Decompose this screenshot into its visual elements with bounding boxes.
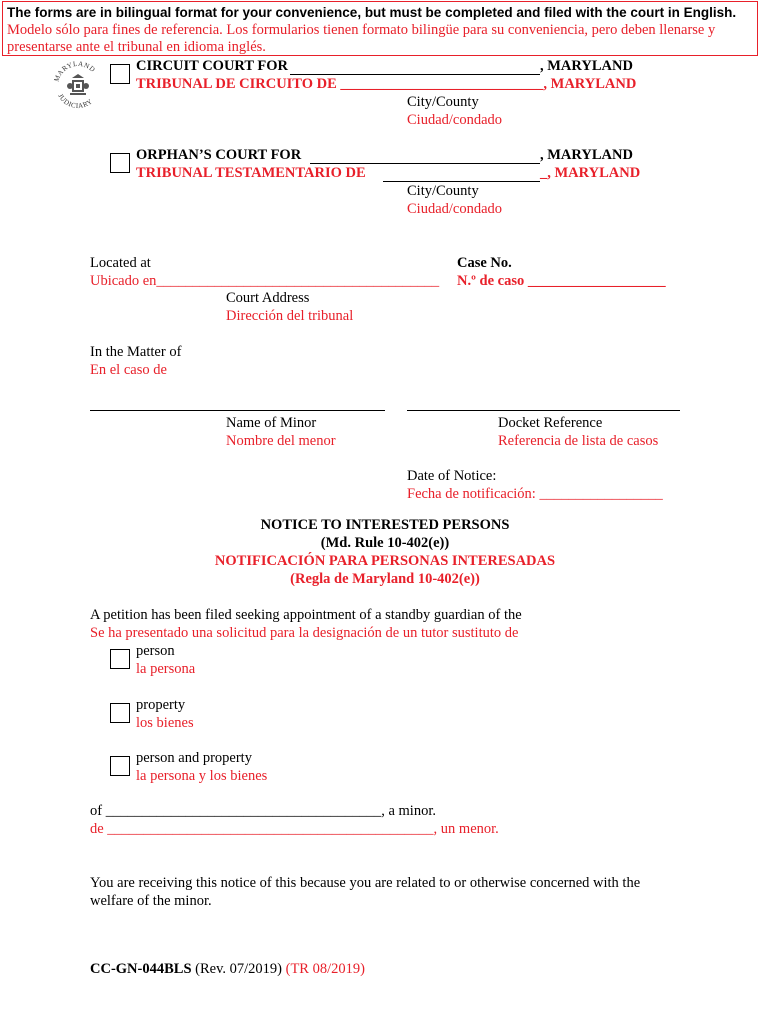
minor-name-label: Name of Minor — [226, 415, 317, 431]
maryland-judiciary-seal-icon — [50, 56, 106, 112]
case-number-field[interactable]: N.º de caso ___________________ — [457, 273, 666, 289]
orphans-city-county-label: City/County — [407, 183, 479, 199]
located-at-label: Located at — [90, 255, 151, 271]
orphans-court-checkbox[interactable] — [110, 153, 130, 173]
case-number-label: Case No. — [457, 255, 512, 271]
orphans-court-label: ORPHAN’S COURT FOR — [136, 147, 302, 163]
notice-title-es: NOTIFICACIÓN PARA PERSONAS INTERESADAS — [214, 553, 556, 569]
option-person-label: person — [136, 643, 175, 659]
date-of-notice-label: Date of Notice: — [407, 468, 497, 484]
banner-english-text: The forms are in bilingual format for your convenience, but must be completed and filed with the court in English. — [7, 5, 737, 20]
minor-of-field-es: de _____________________________________________, un menor. — [90, 821, 499, 837]
option-property-label-es: los bienes — [136, 715, 194, 731]
orphans-city-county-label-es: Ciudad/condado — [407, 201, 503, 217]
form-code: CC-GN-044BLS — [90, 961, 192, 977]
circuit-court-label-es: TRIBUNAL DE CIRCUITO DE ____________________________, MARYLAND — [136, 76, 637, 92]
circuit-court-checkbox[interactable] — [110, 64, 130, 84]
option-property-checkbox[interactable] — [110, 703, 130, 723]
court-address-label: Court Address — [226, 290, 310, 306]
orphans-court-state: , MARYLAND — [540, 147, 633, 163]
petition-text-es: Se ha presentado una solicitud para la designación de un tutor sustituto de — [90, 625, 519, 641]
circuit-court-state: , MARYLAND — [540, 58, 633, 74]
banner-spanish-text-line2: presentarse ante el tribunal en idioma inglés. — [7, 39, 266, 55]
option-person-and-property-label: person and property — [136, 750, 252, 766]
circuit-city-county-label: City/County — [407, 94, 479, 110]
option-person-and-property-label-es: la persona y los bienes — [136, 768, 268, 784]
form-translation-revision: (TR 08/2019) — [285, 961, 365, 977]
banner-spanish-text-line1: Modelo sólo para fines de referencia. Los formularios tienen formato bilingüe para su conveniencia, pero deben llenarse y — [7, 22, 716, 38]
seal-top-text: MARYLAND — [52, 59, 97, 83]
notice-title: NOTICE TO INTERESTED PERSONS — [260, 517, 510, 533]
petition-text: A petition has been filed seeking appointment of a standby guardian of the — [90, 607, 522, 623]
receiving-reason-text-line2: welfare of the minor. — [90, 893, 212, 909]
orphans-court-label-es: TRIBUNAL TESTAMENTARIO DE — [136, 165, 366, 181]
seal-bottom-text: JUDICIARY — [56, 92, 95, 111]
option-person-label-es: la persona — [136, 661, 196, 677]
matter-of-label: In the Matter of — [90, 344, 182, 360]
minor-of-field[interactable]: of ______________________________________, a minor. — [90, 803, 436, 819]
docket-reference-label-es: Referencia de lista de casos — [498, 433, 659, 449]
circuit-court-label: CIRCUIT COURT FOR — [136, 58, 289, 74]
receiving-reason-text-line1: You are receiving this notice of this because you are related to or otherwise concerned with the — [90, 875, 641, 891]
matter-of-label-es: En el caso de — [90, 362, 167, 378]
option-person-checkbox[interactable] — [110, 649, 130, 669]
option-person-and-property-checkbox[interactable] — [110, 756, 130, 776]
located-at-field[interactable]: Ubicado en_______________________________________ — [90, 273, 440, 289]
notice-rule: (Md. Rule 10-402(e)) — [320, 535, 450, 551]
docket-reference-label: Docket Reference — [498, 415, 603, 431]
minor-name-label-es: Nombre del menor — [226, 433, 336, 449]
form-revision: (Rev. 07/2019) — [191, 961, 286, 977]
option-property-label: property — [136, 697, 186, 713]
svg-text:MARYLAND — [52, 60, 96, 83]
date-of-notice-field[interactable]: Fecha de notificación: _________________ — [407, 486, 663, 502]
circuit-city-county-label-es: Ciudad/condado — [407, 112, 503, 128]
court-address-label-es: Dirección del tribunal — [226, 308, 354, 324]
docket-reference-field[interactable] — [407, 410, 680, 411]
form-footer — [90, 960, 365, 978]
bilingual-notice-banner — [2, 1, 758, 56]
minor-name-field[interactable] — [90, 410, 385, 411]
orphans-court-state-es: _, MARYLAND — [540, 165, 641, 181]
svg-text:JUDICIARY — [56, 92, 94, 110]
notice-rule-es: (Regla de Maryland 10-402(e)) — [290, 571, 480, 587]
